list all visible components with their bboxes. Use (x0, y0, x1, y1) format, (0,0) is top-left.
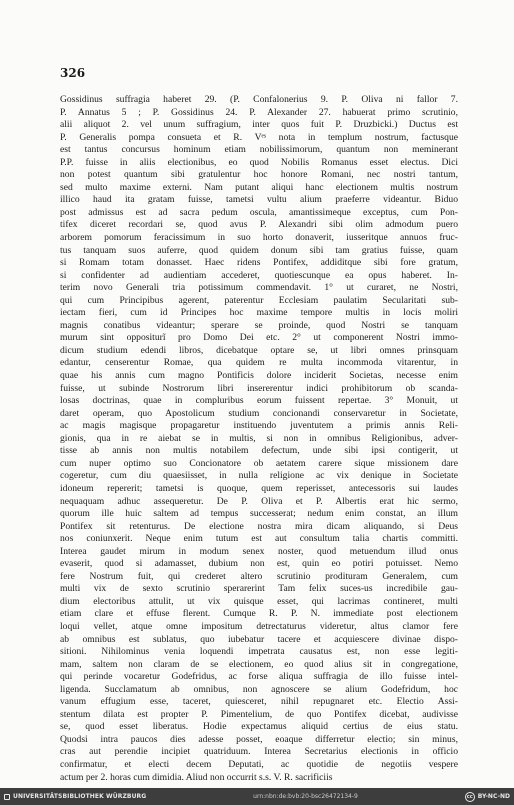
license-badge[interactable] (465, 792, 510, 802)
license-label: BY-NC-ND (477, 793, 510, 800)
text-line: si confidenter ad audientiam accederet, quotiescunque ea opus haberet. In- (60, 269, 458, 281)
text-line: ligenda. Succlamatum ab omnibus, non agnoscere se alium Godefridum, hoc (60, 683, 458, 695)
text-line: terim novo Generali tria potissimum commendavit. 1° ut curaret, ne Nostri, (60, 282, 458, 294)
text-line: confirmatur, et electi decem Deputati, ac quotidie de negotiis vespere (60, 758, 458, 770)
text-line: actum per 2. horas cum dimidia. Aliud non occurrit s.s. V. R. sacrificiis (60, 771, 333, 783)
text-line: alii aliquot 2. vel unum suffragium, inter quos fuit P. Druzbicki.) Ductus est (60, 119, 458, 131)
text-line: mam, saltem non claram de se electionem, eo quod alius sit in congregatione, (60, 658, 458, 670)
text-line: tus tanquam suos auferre, quod quidem donum sibi tam gratius fuisse, quam (60, 244, 458, 256)
text-line: tifex diceret recordari se, quod avus P. Alexandri sibi olim admodum puero (60, 219, 458, 231)
text-line: non potest quantum sibi gratulentur hoc honore Romani, nec nostri tantum, (60, 169, 458, 181)
text-line: arborem pomorum feracissimum in suo horto donaverit, iusseritque annuos fruc- (60, 232, 458, 244)
library-credit[interactable] (4, 793, 146, 800)
text-line: vanum effugium esse, taceret, quiesceret, nihil repugnaret etc. Electio Assi- (60, 696, 458, 708)
text-line: loqui vellet, atque omne impositum detrectaturus videretur, altus clamor fere (60, 620, 458, 632)
text-line: Gossidinus suffragia haberet 29. (P. Confalonerius 9. P. Oliva ni fallor 7. (60, 94, 458, 105)
body-text (60, 94, 458, 784)
library-name: UNIVERSITÄTSBIBLIOTHEK WÜRZBURG (13, 793, 147, 800)
text-line: Pontifex sit retenturus. De electione nostra mira dicam aliquando, si Deus (60, 520, 458, 532)
text-line: cras aut perendie incipiet quatriduum. Interea Secretarius electionis in officio (60, 746, 458, 758)
text-line: nos coniunxerit. Neque enim tutum est aut consultum talia chartis committi. (60, 533, 458, 545)
text-line: sitioni. Nihilominus venia loquendi impetrata causatus est, non esse legiti- (60, 646, 458, 658)
text-line: magnis conatibus videantur; sperare se proinde, quod Nostri se tanquam (60, 319, 458, 331)
text-line: multi vix de sexto scrutinio sperarerint Tam felix suces-us incredibile gau- (60, 583, 458, 595)
text-line: post admissus est ad sacra pedum oscula, amantissimeque exceptus, cum Pon- (60, 206, 458, 218)
text-line: stentum dilata est propter P. Pimentelium, de quo Pontifex dicebat, audivisse (60, 708, 458, 720)
text-line: Interea gaudet mirum in modum senex noster, quod metuendum illud onus (60, 545, 458, 557)
text-line: qui cum Principibus agerent, paterentur Ecclesiam paulatim Secularitati sub- (60, 294, 458, 306)
creative-commons-icon: cc (465, 792, 475, 802)
text-line: P. Annatus 5 ; P. Gossidinus 24. P. Alexander 27. habuerat primo scrutinio, (60, 106, 458, 118)
text-line: Quodsi intra paucos dies adesse posset, eoaque differretur electio; sin minus, (60, 733, 458, 745)
text-line: illico haud ita gratam fuisse, tametsi vultu alium praeferre videantur. Biduo (60, 194, 458, 206)
text-line: dium electoribus attulit, ut vix quisque esset, qui lacrimas contineret, multi (60, 595, 458, 607)
text-line: se, quod esset liberatus. Hodie expectamus aliquid certius de eius statu. (60, 721, 458, 733)
text-line: iectam fieri, cum id Principes hoc maxime tempore multis in locis moliri (60, 307, 458, 319)
text-line: quae his annis cum magno Pontificis dolore inciderit Societas, necesse enim (60, 370, 458, 382)
text-line: quorum ille huic saltem ad tempus successerat; nedum enim constat, an illum (60, 508, 458, 520)
text-line: dicum studium edendi libros, dicebatque optare se, ut libri omnes prinsquam (60, 344, 458, 356)
text-line: est tantus concursus hominum etiam nobilissimorum, quantum non meminerant (60, 144, 458, 156)
text-line: daret operam, quo Apostolicum studium concionandi conservaretur in Societate, (60, 407, 458, 419)
text-line: idoneum repererit; tametsi is quoque, quem reperisset, antecessoris sui laudes (60, 482, 458, 494)
text-line: ab omnibus est sublatus, quo iubebatur tacere et acquiescere divinae dispo- (60, 633, 458, 645)
text-line: tisse ab annis non multis notabilem defectum, unde sibi ipsi contigerit, ut (60, 445, 458, 457)
text-line: qui perinde vocaretur Godefridus, ac forse aliqua suffragia de illo fuisse intel- (60, 671, 458, 683)
urn-identifier[interactable]: urn:nbn:de:bvb:20-bsc26472134-9 (253, 793, 358, 800)
library-logo-icon (4, 794, 10, 800)
text-line: murum sint oppositurĩ pro Domo Dei etc. 2° ut componerent Nostri immo- (60, 332, 458, 344)
text-line: cogeretur, cum diu quaesiisset, in nulla religione ac vix denique in Societate (60, 470, 458, 482)
text-line: etiam clare et effuse flerent. Cumque R. P. N. immediate post electionem (60, 608, 458, 620)
text-line: evaserit, quod si adamasset, dubium non est, quin eo potiri potuisset. Nemo (60, 558, 458, 570)
text-line: nequaquam adhuc assequeretur. De P. Oliva et P. Albertis erat hic sermo, (60, 495, 458, 507)
text-line: fuisse, ut subinde Nostrorum libri insererentur indici prohibitorum ob scanda- (60, 382, 458, 394)
text-line: gionis, qua in re aiebat se in multis, si non in omnibus Religionibus, adver- (60, 432, 458, 444)
text-line: sed multo maxime externi. Nam putant aliqui hanc electionem multis nostrum (60, 181, 458, 193)
text-line: P. Generalis pompa consueta et R. Vᵉˢ nota in templum nostrum, factusque (60, 131, 458, 143)
text-line: si Romam totam donasset. Haec ridens Pontifex, addiditque sibi fore gratum, (60, 257, 458, 269)
text-line: P.P. fuisse in aliis electionibus, eo quod Nobilis Romanus esset electus. Dici (60, 156, 458, 168)
text-line: fere Nostrum fuit, qui crederet altero scrutinio prodituram Generalem, cum (60, 570, 458, 582)
page-number: 326 (60, 66, 86, 80)
text-line: losas doctrinas, quae in compluribus eorum fuissent repertae. 3° Monuit, ut (60, 395, 458, 407)
text-line: cum nuper optimo suo Concionatore ob aetatem carere sique missionem dare (60, 457, 458, 469)
viewer-footer (0, 788, 514, 805)
text-line: ac magis magisque propagaretur instituendo juventutem a primis annis Reli- (60, 420, 458, 432)
text-line: edantur, censerentur Romae, qua quidem re multa incommoda vitarentur, in (60, 357, 458, 369)
